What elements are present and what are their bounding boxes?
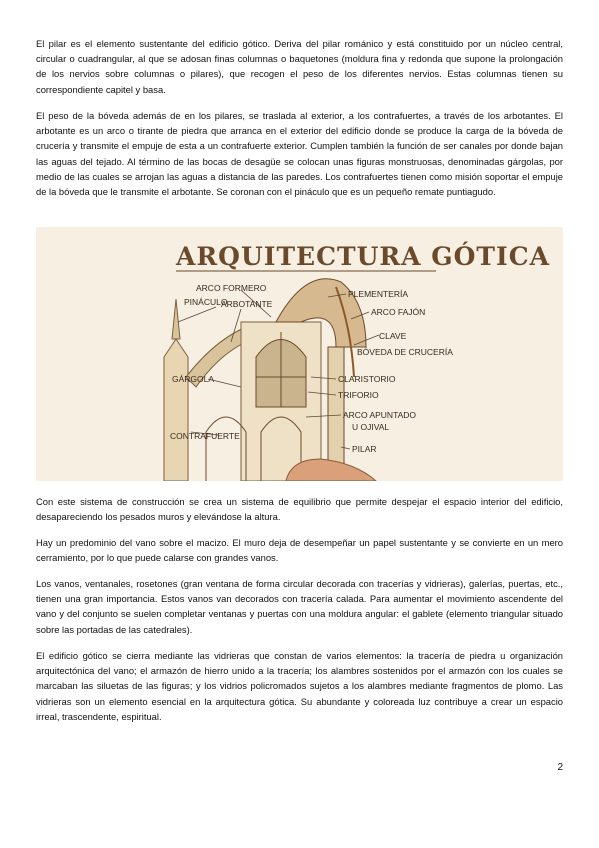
label-arco-apuntado: ARCO APUNTADO bbox=[343, 410, 417, 420]
page-number: 2 bbox=[557, 762, 563, 773]
paragraph-vanos: Los vanos, ventanales, rosetones (gran ventana de forma circular decorada con tracerías y vidrieras), galerías, puertas, etc., tienen una gran importancia. Estos vanos van decorados con tracería calada. Para aumentar el movimiento ascendente del vano y del conjunto se suelen completar ventanas y puertas con una moldura angular: el gablete (elemento triangular situado sobre las portadas de las catedrales). bbox=[36, 578, 563, 635]
figure-title: ARQUITECTURA GÓTICA bbox=[176, 242, 551, 271]
label-gargola: GÁRGOLA bbox=[172, 374, 215, 384]
label-pilar: PILAR bbox=[352, 444, 377, 454]
label-claristorio: CLARISTORIO bbox=[338, 374, 396, 384]
label-boveda-cruceria: BÓVEDA DE CRUCERÍA bbox=[357, 347, 453, 357]
gothic-architecture-illustration bbox=[36, 227, 563, 481]
label-ojival: U OJIVAL bbox=[352, 422, 390, 432]
paragraph-boveda-arbotantes: El peso de la bóveda además de en los pilares, se traslada al exterior, a los contrafuertes, a través de los arbotantes. El arbotante es un arco o tirante de piedra que arranca en el exterior del edificio donde se produce la carga de la bóveda de crucería y transmite el empuje de esta a un contrafuerte exterior. Cumplen también la función de ser canales por donde bajan las aguas del tejado. Al término de las bocas de desagüe se colocan unas figuras monstruosas, denominadas gárgolas, por medio de las cuales se arrojan las aguas a distancia de las paredes. Los contrafuertes tienen como misión soportar el empuje de la bóveda que le transmite el arbotante. Se coronan con el pináculo que es un pequeño remate puntiagudo. bbox=[36, 110, 563, 198]
label-pinaculo: PINÁCULO bbox=[184, 297, 228, 307]
label-triforio: TRIFORIO bbox=[338, 390, 379, 400]
paragraph-vidrieras: El edificio gótico se cierra mediante las vidrieras que constan de varios elementos: la tracería de piedra u organización arquitectónica del vano; el armazón de hierro unido a la tracería; los alambres sostenidos por el armazón con los cuales se marcaban las siluetas de las figuras; y los vidrios policromados sujetos a los alambres mediante fragmentos de plomo. Las vidrieras son un elemento esencial en la arquitectura gótica. Su abundante y coloreada luz contribuye a crear un espacio irreal, trascendente, espiritual. bbox=[36, 650, 563, 722]
label-plementeria: PLEMENTERÍA bbox=[348, 289, 408, 299]
label-clave: CLAVE bbox=[379, 331, 407, 341]
label-arco-fajon: ARCO FAJÓN bbox=[371, 307, 426, 317]
label-contrafuerte: CONTRAFUERTE bbox=[170, 431, 240, 441]
paragraph-vano-macizo: Hay un predominio del vano sobre el macizo. El muro deja de desempeñar un papel sustentante y se convierte en un mero cerramiento, por lo que puede calarse con grandes vanos. bbox=[36, 537, 563, 564]
label-arco-formero: ARCO FORMERO bbox=[196, 283, 267, 293]
paragraph-pilar: El pilar es el elemento sustentante del edificio gótico. Deriva del pilar románico y está constituido por un núcleo central, circular o cuadrangular, al que se adosan finas columnas o baquetones (moldura fina y redonda que supone la prolongación de los nervios sobre columnas o pilares), que recogen el peso de los diferentes nervios. Estas columnas tienen su correspondiente capitel y basa. bbox=[36, 38, 563, 95]
label-arbotante: ARBOTANTE bbox=[221, 299, 273, 309]
paragraph-equilibrio: Con este sistema de construcción se crea un sistema de equilibrio que permite despejar el espacio interior del edificio, desapareciendo los pesados muros y elevándose la altura. bbox=[36, 496, 563, 523]
